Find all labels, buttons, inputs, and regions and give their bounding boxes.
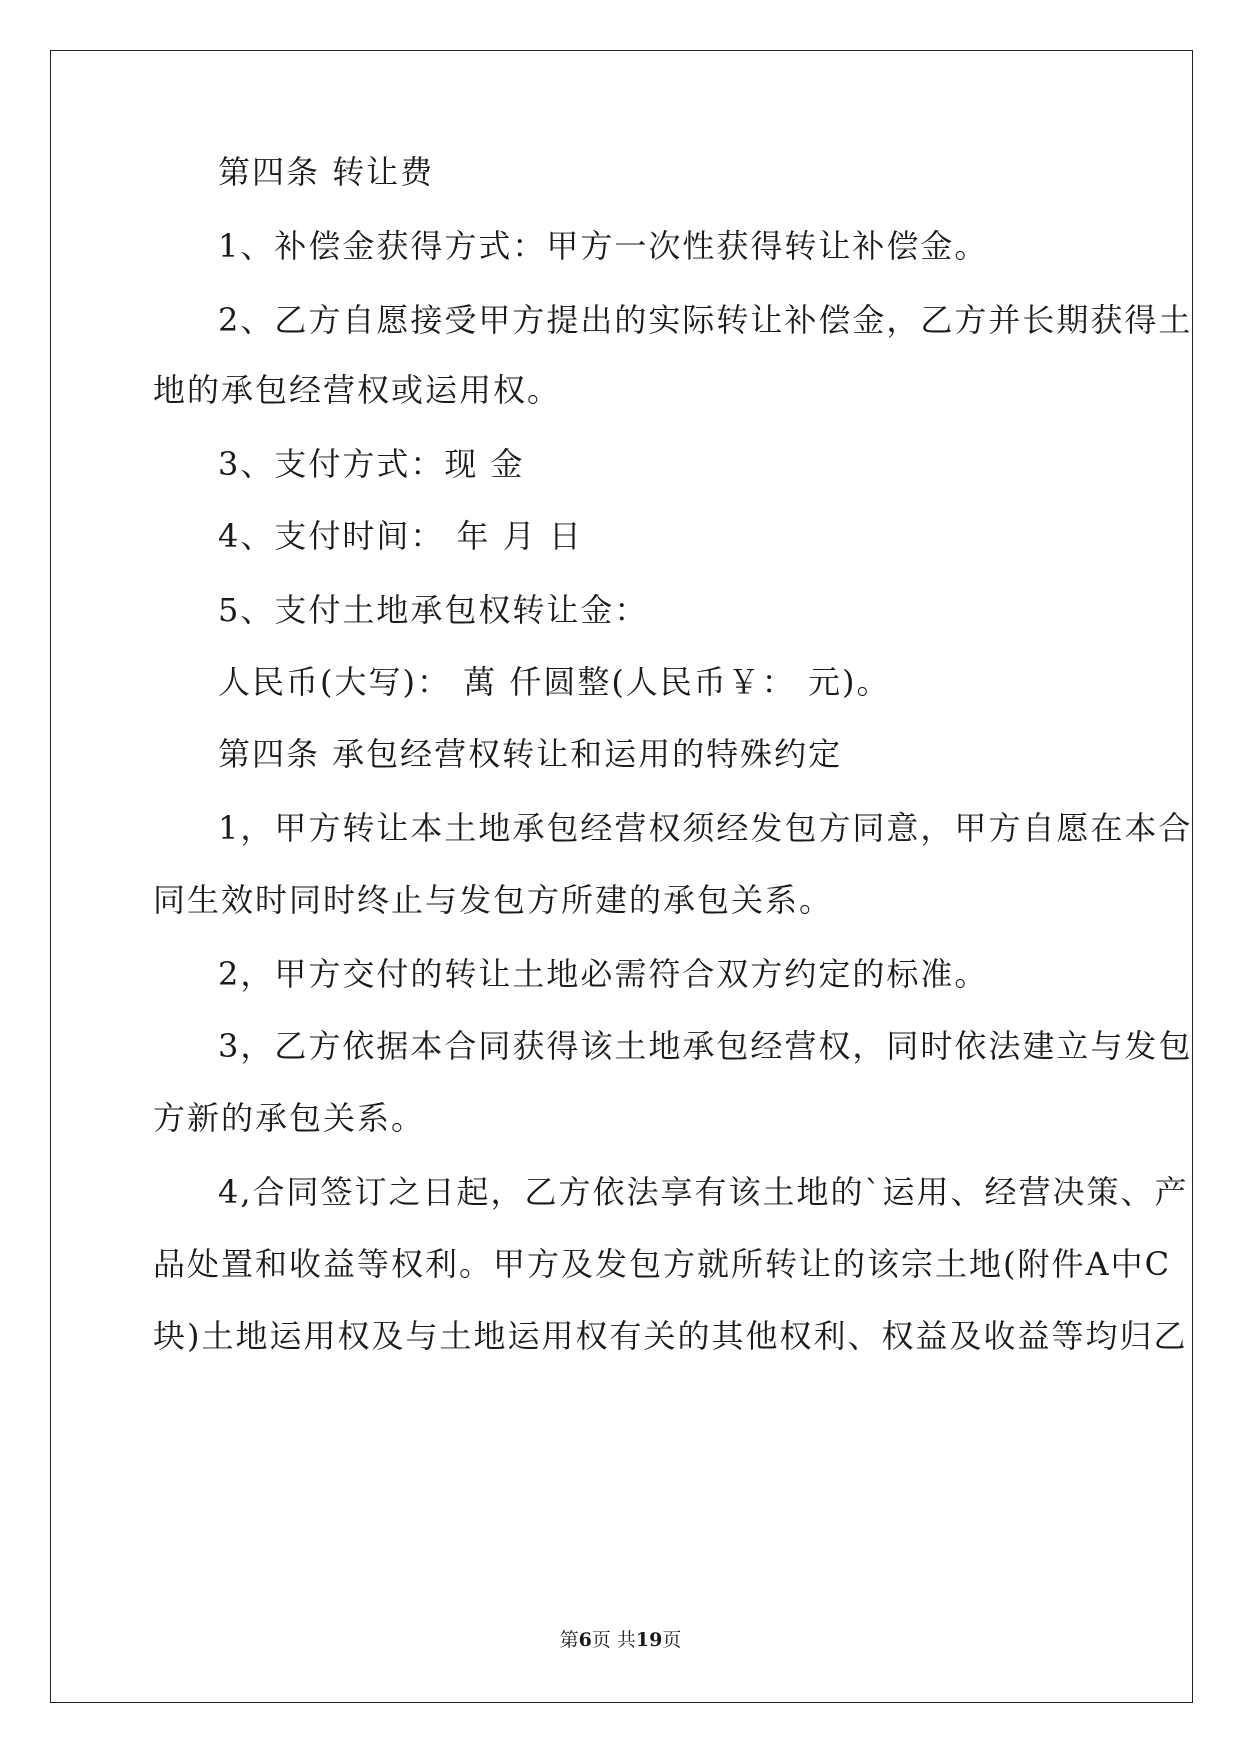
paragraph-line: 5、支付土地承包权转让金： (218, 591, 649, 629)
total-page-number: 19 (635, 1629, 663, 1651)
paragraph-line: 方新的承包关系。 (153, 1099, 426, 1137)
footer-prefix: 第 (559, 1629, 579, 1651)
section-heading: 第四条 转让费 (218, 153, 435, 191)
page-footer (0, 1628, 1241, 1652)
paragraph-line: 人民币(大写)： 萬 仟圆整(人民币￥： 元)。 (218, 663, 891, 701)
paragraph-line: 1、补偿金获得方式：甲方一次性获得转让补偿金。 (218, 227, 989, 265)
page-border (50, 50, 1193, 1703)
paragraph-line: 4、支付时间： 年 月 日 (218, 517, 583, 555)
paragraph-line: 2，甲方交付的转让土地必需符合双方约定的标准。 (218, 955, 989, 993)
paragraph-line: 3，乙方依据本合同获得该土地承包经营权，同时依法建立与发包 (218, 1027, 1193, 1065)
paragraph-line: 块)土地运用权及与土地运用权有关的其他权利、权益及收益等均归乙 (153, 1317, 1188, 1355)
paragraph-line: 2、乙方自愿接受甲方提出的实际转让补偿金，乙方并长期获得土 (218, 301, 1193, 339)
section-heading: 第四条 承包经营权转让和运用的特殊约定 (218, 735, 843, 773)
footer-suffix: 页 (662, 1629, 682, 1651)
paragraph-line: 品处置和收益等权利。甲方及发包方就所转让的该宗土地(附件A中C (153, 1245, 1172, 1283)
paragraph-line: 地的承包经营权或运用权。 (153, 371, 562, 409)
footer-middle: 页 共 (591, 1629, 636, 1651)
paragraph-line: 1，甲方转让本土地承包经营权须经发包方同意，甲方自愿在本合 (218, 809, 1193, 847)
paragraph-line: 3、支付方式：现 金 (218, 445, 525, 483)
paragraph-line: 同生效时同时终止与发包方所建的承包关系。 (153, 881, 834, 919)
paragraph-line: 4,合同签订之日起，乙方依法享有该土地的`运用、经营决策、产 (218, 1173, 1189, 1211)
current-page-number: 6 (578, 1629, 592, 1651)
